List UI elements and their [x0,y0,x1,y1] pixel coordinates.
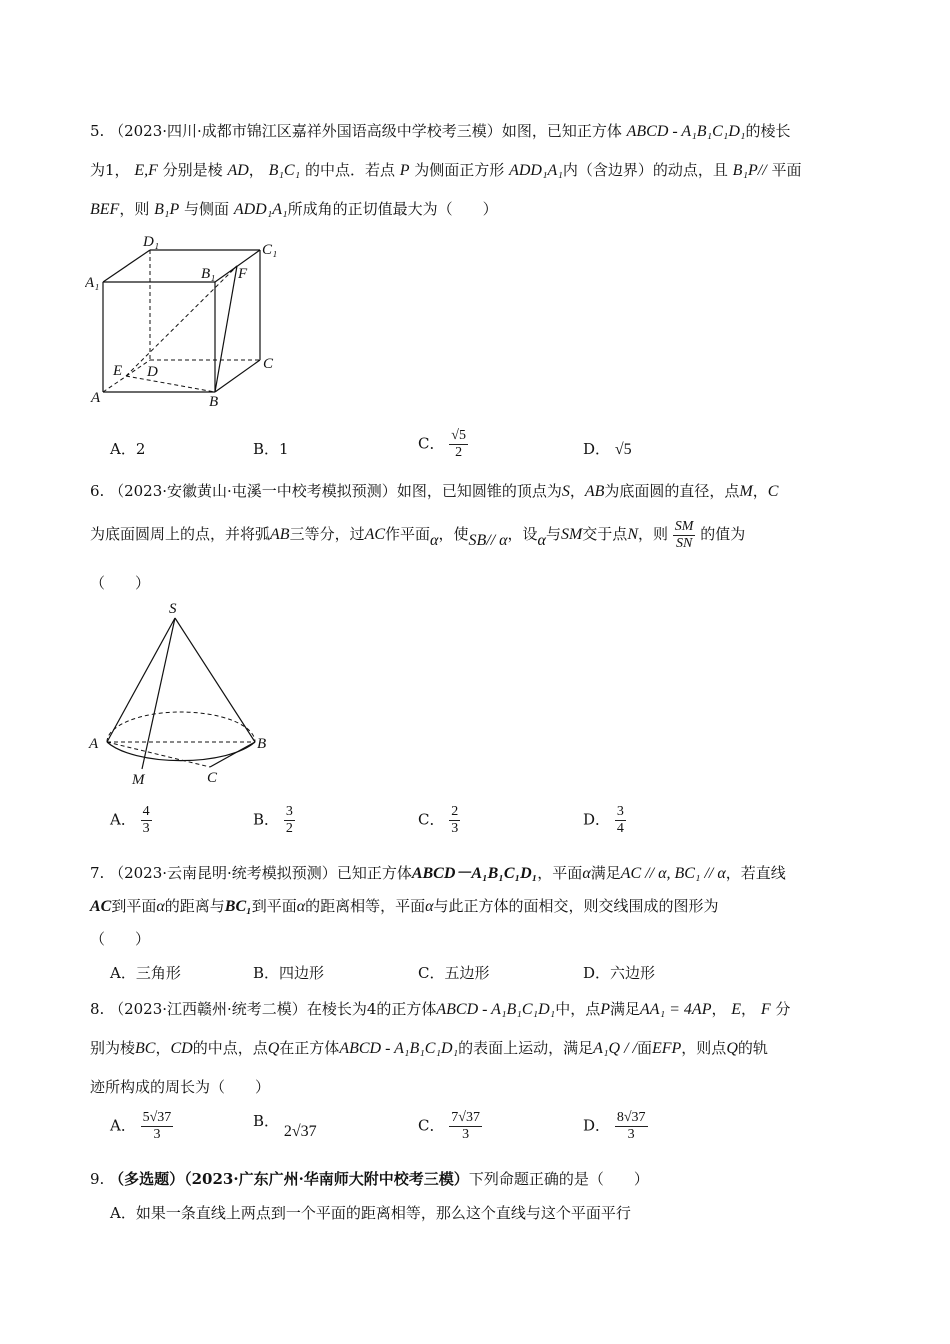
q5-b1p2-math: B₁P [154,201,180,218]
fraction-numerator: SM [674,518,694,534]
q8-text: 的表面上运动，满足 [458,1039,594,1057]
q8-cube2-math: ABCD - A₁B₁C₁D₁ [339,1040,459,1057]
q5-line-1 [90,112,865,151]
q7-number: 7. [90,864,105,882]
q7-source: （2023·云南昆明·统考模拟预测） [109,864,337,882]
q6-cone-figure [85,598,285,788]
label-a1: A₁ [85,275,100,291]
q5-option-c-label: C． [418,434,445,453]
q5-text: 所成角的正切值最大为（ ） [287,200,498,218]
q6-text: ，则 [637,525,668,543]
q7-answer-paren: （ ） [90,930,151,948]
question-9 [90,1162,865,1230]
q5-option-b[interactable]: B．1 [253,440,289,458]
q8-efp-math: EFP [651,1040,682,1057]
q8-text: 迹所构成的周长为（ ） [90,1078,271,1096]
q6-sb-math: SB// α [468,532,508,549]
q6-text: 如图，已知圆锥的顶点为 [396,482,562,500]
q6-text: ， [752,482,768,500]
q6-text: 三等分，过 [289,525,365,543]
q8-q2-math: Q [726,1040,738,1057]
q8-text: ，则点 [681,1039,727,1057]
q8-f-math: F [760,1001,771,1018]
q8-text: ， [155,1039,171,1057]
q6-option-d-label: D． [583,810,611,829]
question-6 [90,472,865,602]
q7-options [110,962,850,986]
q7-text: ，平面 [537,864,583,882]
q8-p-math: P [600,1001,610,1018]
label-c1: C₁ [262,242,278,258]
q8-line-3 [90,1068,865,1106]
q7-ac-math: AC [90,898,112,915]
q7-text: ，若直线 [725,864,786,882]
question-8 [90,990,865,1106]
q5-source: （2023·四川·成都市锦江区嘉祥外国语高级中学校考三模） [109,122,502,140]
fraction-numerator: √5 [451,428,466,443]
q5-line-2 [90,151,865,190]
q8-number: 8. [90,1000,105,1018]
q8-text: 中，点 [555,1000,601,1018]
q7-text: 已知正方体 [336,864,412,882]
q8-option-b-label: B． [253,1112,280,1130]
q9-number: 9. [90,1170,105,1188]
fraction-denominator: 3 [627,1127,635,1142]
q8-a1q-math: A₁Q / / [593,1040,637,1057]
q6-text: 作平面 [385,525,431,543]
fraction-denominator: 2 [455,445,463,460]
q5-line-3 [90,190,865,229]
q7-condition-math: AC // α, BC₁ // α [620,865,726,882]
q8-text: 在棱长为4的正方体 [306,1000,437,1018]
q6-text: 的值为 [700,525,746,543]
label-b: B [257,736,267,752]
fraction-numerator: 4 [142,804,150,819]
q6-line-2 [90,511,865,564]
label-a: A [91,390,101,406]
label-d: D [147,364,158,380]
q6-option-b-fraction [284,804,295,837]
q6-text: ，设 [507,525,538,543]
q6-option-a[interactable] [110,804,152,837]
q9-text: 下列命题正确的是（ ） [468,1170,649,1188]
q9-option-a[interactable]: A．如果一条直线上两点到一个平面的距离相等，那么这个直线与这个平面平行 [110,1204,631,1222]
q5-face-math: ADD₁A₁ [509,162,563,179]
q7-cube-math: ABCD－A₁B₁C₁D₁ [411,865,538,882]
fraction-numerator: 7√37 [451,1110,480,1125]
base-back-arc-hidden [107,712,255,742]
q6-alpha-math: α [430,532,439,549]
cone-edge-sa [107,618,175,742]
q7-text: 与此正方体的面相交，则交线围成的图形为 [433,897,719,915]
q9-source: （2023·广东广州·华南师大附中校考三模） [184,1170,469,1188]
fraction-numerator: 3 [616,804,624,819]
q8-option-a-label: A． [110,1116,136,1135]
segment-ac-hidden [107,742,210,767]
q5-text: 分别是棱 [162,161,223,179]
q6-ab2-math: AB [270,526,290,543]
label-m: M [132,772,145,788]
q6-options [110,804,850,844]
q5-cube-math: ABCD - A₁B₁C₁D₁ [626,123,746,140]
q5-options [110,428,850,468]
q5-b1c1-math: B₁C₁ [268,162,301,179]
q8-text: ， [741,1000,757,1018]
q7-option-d[interactable]: D．六边形 [583,964,656,982]
q5-text: 如图，已知正方体 [501,122,622,140]
fraction-denominator: 3 [462,1127,470,1142]
q6-option-c[interactable] [418,804,460,837]
q8-option-c[interactable] [418,1110,482,1143]
q5-text: ，则 [119,200,150,218]
q5-option-c-fraction [449,428,468,461]
q6-text: ， [569,482,585,500]
question-7 [90,857,865,956]
q8-text: 的轨 [737,1039,768,1057]
edge-a1d1 [103,250,150,282]
q6-sm-math: SM [560,526,583,543]
q6-text: 与 [545,525,561,543]
q7-option-c[interactable]: C．五边形 [418,964,490,982]
fraction-denominator: SN [675,535,693,551]
q8-option-b-value: 2√37 [283,1123,317,1140]
q7-line-2 [90,890,865,923]
q8-text: 分 [775,1000,791,1018]
q6-c-math: C [767,483,779,500]
q5-b1p-math: B₁P// [732,162,767,179]
q8-option-c-label: C． [418,1116,445,1135]
q8-cube-math: ABCD - A₁B₁C₁D₁ [436,1001,556,1018]
q5-text: 的中点．若点 [304,161,395,179]
q8-option-a[interactable] [110,1110,173,1143]
q5-cube-figure [85,232,285,412]
q7-alpha2-math: α [156,898,165,915]
q5-option-c[interactable] [418,428,468,461]
q8-source: （2023·江西赣州·统考二模） [109,1000,307,1018]
q6-option-d[interactable] [583,804,626,837]
label-f: F [238,266,248,282]
q6-s-math: S [561,483,570,500]
segment-cb [210,742,255,767]
q6-alpha2-math: α [537,532,546,549]
q7-text: 到平面 [251,897,297,915]
q8-e-math: E [731,1001,742,1018]
q8-text: 在正方体 [279,1039,340,1057]
q5-text: ， [248,161,264,179]
q6-text: ，使 [438,525,469,543]
fraction-numerator: 3 [285,804,293,819]
q5-bef-math: BEF [90,201,120,218]
q5-option-d-label: D． [583,440,611,458]
label-d1: D₁ [143,234,160,250]
q8-option-d-label: D． [583,1116,611,1135]
q6-option-a-fraction [141,804,152,837]
q6-source: （2023·安徽黄山·屯溪一中校考模拟预测） [109,482,397,500]
label-b: B [209,394,219,410]
q6-option-a-label: A． [110,810,136,829]
q6-n-math: N [627,526,638,543]
q8-option-d-fraction [615,1110,648,1143]
q6-ab-math: AB [584,483,605,500]
q8-text: 满足 [610,1000,641,1018]
q7-alpha-math: α [582,865,591,882]
q5-text: 的棱长 [745,122,791,140]
q8-options [110,1110,850,1154]
base-front-arc [107,742,255,761]
edge-bc [215,360,260,392]
label-s: S [169,601,177,617]
fraction-denominator: 3 [142,821,150,836]
q6-line-3 [90,564,865,602]
q7-text: 的距离相等，平面 [305,897,426,915]
q7-bc1-math: BC₁ [224,898,252,915]
cone-edge-sb [175,618,255,742]
label-b1: B₁ [201,266,216,282]
label-a: A [89,736,99,752]
q7-text: 满足 [590,864,621,882]
q8-text: 面 [636,1039,652,1057]
q5-option-a[interactable]: A．2 [110,440,146,458]
q5-face2-math: ADD₁A₁ [233,201,288,218]
q6-option-b[interactable] [253,804,295,837]
fraction-denominator: 3 [153,1127,161,1142]
q6-line-1 [90,472,865,511]
q6-answer-paren: （ ） [90,574,151,592]
q6-option-d-fraction [615,804,626,837]
q5-option-d-value: √5 [614,441,632,458]
q8-line-2 [90,1029,865,1068]
q5-option-d[interactable] [583,438,632,459]
q9-multi-choice-tag: （多选题） [109,1170,185,1188]
fraction-numerator: 8√37 [616,1110,646,1125]
q8-cd-math: CD [170,1040,193,1057]
q6-ratio-fraction [673,519,696,552]
q8-text: ， [711,1000,727,1018]
q5-text: 为侧面正方形 [414,161,505,179]
question-5 [90,112,865,229]
label-c: C [207,770,218,786]
q8-text: 的中点，点 [192,1039,268,1057]
q5-text: 内（含边界）的动点，且 [562,161,728,179]
fraction-numerator: 5√37 [142,1110,172,1125]
q6-option-b-label: B． [253,810,280,829]
q6-text: 交于点 [582,525,628,543]
q6-m-math: M [739,483,753,500]
q6-text: 为底面圆周上的点，并将弧 [90,525,271,543]
q8-line-1 [90,990,865,1029]
q6-text: 为底面圆的直径，点 [604,482,740,500]
q6-option-c-label: C． [418,810,445,829]
q8-text: 别为棱 [90,1039,136,1057]
q7-line-1 [90,857,865,890]
segment-eb-hidden [126,376,215,392]
q8-q-math: Q [267,1040,280,1057]
q5-text: 与侧面 [184,200,230,218]
q8-condition-math: AA₁ = 4AP [640,1001,712,1018]
q5-text: 平面 [771,161,802,179]
q8-option-d[interactable] [583,1110,648,1143]
q6-number: 6. [90,482,105,500]
q7-line-3 [90,923,865,956]
q7-alpha4-math: α [425,898,434,915]
q8-option-c-fraction [449,1110,482,1143]
q6-ac-math: AC [364,526,386,543]
q5-number: 5. [90,122,105,140]
fraction-numerator: 2 [451,804,459,819]
segment-sm [142,618,175,769]
q5-p-math: P [399,162,410,179]
fraction-denominator: 3 [451,821,459,836]
q7-text: 到平面 [111,897,157,915]
label-e: E [113,363,123,379]
q6-option-c-fraction [449,804,460,837]
q5-ad-math: AD [227,162,249,179]
q5-text: 为1， [90,161,130,179]
fraction-denominator: 2 [285,821,293,836]
q8-bc-math: BC [135,1040,156,1057]
q7-option-a[interactable]: A．三角形 [110,964,181,982]
q7-alpha3-math: α [296,898,306,915]
q5-ef-math: E,F [134,162,158,179]
q8-option-b[interactable] [253,1110,317,1140]
q9-line-1 [90,1162,865,1196]
fraction-denominator: 4 [616,821,624,836]
q8-option-a-fraction [141,1110,174,1143]
q7-text: 的距离与 [164,897,225,915]
q7-option-b[interactable]: B．四边形 [253,964,325,982]
label-c: C [263,356,274,372]
